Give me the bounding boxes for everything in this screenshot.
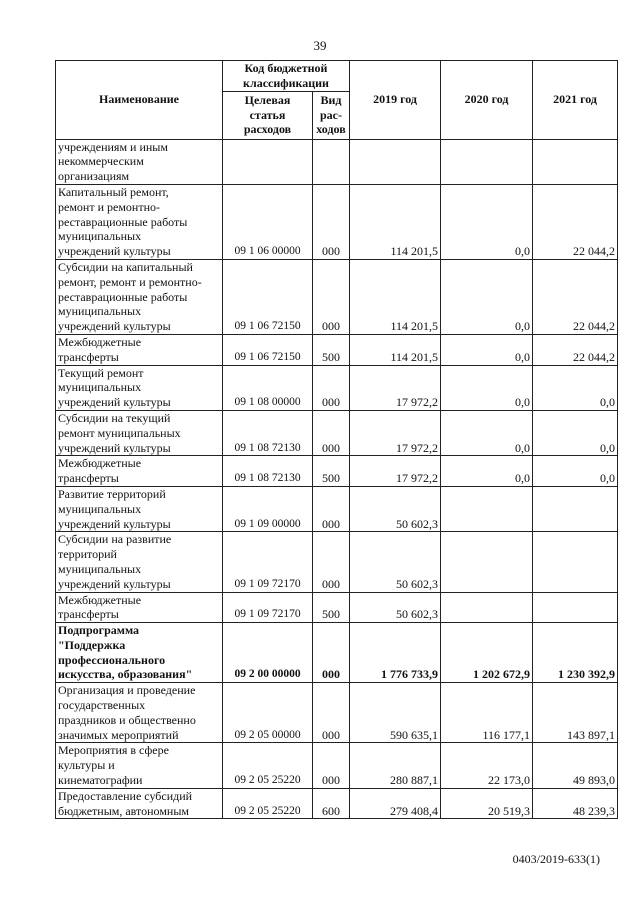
row-name-line: Межбюджетные [58,456,142,471]
row-name-line: праздников и общественно [58,712,196,727]
row-2019: 17 972,2 [350,365,441,410]
row-2019: 1 776 733,9 [350,623,441,683]
row-name-line: учреждений культуры [58,244,171,259]
row-name-line: муниципальных [58,501,142,516]
table-header [56,61,618,140]
row-2020: 22 173,0 [441,743,533,788]
row-2019: 50 602,3 [350,592,441,623]
row-code: 09 1 08 00000 [223,365,313,410]
row-name [56,365,223,410]
row-2020: 0,0 [441,456,533,487]
row-2019: 114 201,5 [350,334,441,365]
header-target-article: Целевая статья расходов [223,91,313,139]
header-expense-type: Вид рас- ходов [313,91,350,139]
header-code-line: Код бюджетной [244,61,328,75]
row-2019 [350,139,441,184]
row-expense-type: 500 [313,592,350,623]
header-2021: 2021 год [533,61,618,140]
row-code: 09 1 08 72130 [223,456,313,487]
row-2021 [533,486,618,531]
row-2020: 116 177,1 [441,683,533,743]
row-name-line: учреждений культуры [58,516,171,531]
row-expense-type: 000 [313,365,350,410]
row-name-line: учреждений культуры [58,576,171,591]
row-2020: 1 202 672,9 [441,623,533,683]
row-2020: 0,0 [441,184,533,259]
row-name-line: некоммерческим [58,154,144,169]
row-name-line: реставрационные работы [58,289,188,304]
header-name: Наименование [56,61,223,140]
row-2021: 22 044,2 [533,184,618,259]
table-row [56,184,618,259]
row-expense-type: 000 [313,743,350,788]
row-code: 09 1 09 72170 [223,532,313,592]
row-2021: 0,0 [533,456,618,487]
row-name-line: учреждений культуры [58,319,171,334]
row-name [56,334,223,365]
table-row [56,139,618,184]
row-expense-type: 500 [313,456,350,487]
row-name-line: Подпрограмма [58,623,140,638]
row-name-line: Субсидии на развитие [58,532,172,547]
row-2019: 114 201,5 [350,259,441,334]
header-code-group [223,61,350,92]
row-name-line: муниципальных [58,304,142,319]
row-name [56,456,223,487]
row-code: 09 2 05 25220 [223,743,313,788]
table-row [56,623,618,683]
row-name-line: кинематографии [58,773,143,788]
row-expense-type: 500 [313,334,350,365]
row-code: 09 1 09 00000 [223,486,313,531]
row-2019: 114 201,5 [350,184,441,259]
row-name-line: ремонт муниципальных [58,425,181,440]
row-name-line: Организация и проведение [58,683,196,698]
row-2019: 17 972,2 [350,456,441,487]
row-name-line: Капитальный ремонт, [58,184,169,199]
row-name [56,139,223,184]
row-name-line: Текущий ремонт [58,365,144,380]
row-name-line: государственных [58,698,146,713]
row-name [56,532,223,592]
row-expense-type: 000 [313,259,350,334]
row-name-line: трансферты [58,471,119,486]
row-2019: 590 635,1 [350,683,441,743]
table-row [56,410,618,455]
row-code: 09 1 06 00000 [223,184,313,259]
row-name-line: Предоставление субсидий [58,788,193,803]
row-2019: 17 972,2 [350,410,441,455]
row-2021: 49 893,0 [533,743,618,788]
table-row [56,532,618,592]
row-name-line: Межбюджетные [58,334,142,349]
row-expense-type: 000 [313,623,350,683]
row-name-line: "Поддержка [58,637,126,652]
row-name-line: профессионального [58,652,166,667]
row-2020: 0,0 [441,410,533,455]
row-name-line: реставрационные работы [58,214,188,229]
row-name [56,743,223,788]
row-2020: 0,0 [441,334,533,365]
row-2020 [441,592,533,623]
table-row [56,456,618,487]
page-number: 39 [313,38,327,53]
row-name-line: муниципальных [58,229,142,244]
row-name-line: организациям [58,169,130,184]
header-2019: 2019 год [350,61,441,140]
row-expense-type: 000 [313,410,350,455]
row-code: 09 1 09 72170 [223,592,313,623]
row-name [56,259,223,334]
row-name-line: учреждениям и иным [58,139,168,154]
row-name-line: территорий [58,547,117,562]
table-row [56,743,618,788]
row-2021: 22 044,2 [533,334,618,365]
row-code: 09 2 00 00000 [223,623,313,683]
row-code [223,139,313,184]
row-2021: 22 044,2 [533,259,618,334]
row-2021: 48 239,3 [533,788,618,819]
row-name-line: искусства, образования" [58,667,193,682]
row-name-line: Межбюджетные [58,592,142,607]
row-name [56,788,223,819]
row-name-line: учреждений культуры [58,395,171,410]
row-2020: 20 519,3 [441,788,533,819]
row-expense-type: 000 [313,184,350,259]
row-name-line: значимых мероприятий [58,727,179,742]
row-name-line: трансферты [58,349,119,364]
row-2021: 143 897,1 [533,683,618,743]
row-2021: 0,0 [533,365,618,410]
row-name-line: Мероприятия в сфере [58,743,169,758]
row-name-line: Развитие территорий [58,486,166,501]
table-body [56,139,618,819]
row-name-line: ремонт и ремонтно- [58,199,161,214]
budget-table [55,60,618,819]
table-row [56,334,618,365]
row-code: 09 1 06 72150 [223,334,313,365]
table-row [56,592,618,623]
header-code-line: классификации [243,75,329,90]
table-row [56,365,618,410]
row-code: 09 1 08 72130 [223,410,313,455]
row-name-line: бюджетным, автономным [58,803,189,818]
row-2021: 0,0 [533,410,618,455]
row-name-line: культуры и [58,758,115,773]
row-name-line: Субсидии на капитальный [58,259,193,274]
row-name [56,623,223,683]
document-code: 0403/2019-633(1) [512,852,600,866]
row-2020: 0,0 [441,365,533,410]
row-expense-type: 000 [313,532,350,592]
row-expense-type: 000 [313,486,350,531]
row-2021 [533,139,618,184]
row-name-line: Субсидии на текущий [58,410,171,425]
row-name [56,184,223,259]
row-name-line: муниципальных [58,380,142,395]
row-name [56,592,223,623]
row-2019: 280 887,1 [350,743,441,788]
row-expense-type: 600 [313,788,350,819]
row-2020 [441,139,533,184]
table-row [56,683,618,743]
row-name-line: ремонт, ремонт и ремонтно- [58,274,202,289]
row-name [56,683,223,743]
row-2019: 50 602,3 [350,532,441,592]
row-name-line: муниципальных [58,561,142,576]
row-2020 [441,532,533,592]
row-code: 09 2 05 00000 [223,683,313,743]
row-2021 [533,592,618,623]
table-row [56,788,618,819]
row-2020: 0,0 [441,259,533,334]
row-2019: 50 602,3 [350,486,441,531]
row-name [56,486,223,531]
row-expense-type: 000 [313,683,350,743]
header-2020: 2020 год [441,61,533,140]
row-expense-type [313,139,350,184]
row-code: 09 2 05 25220 [223,788,313,819]
row-2021 [533,532,618,592]
row-name-line: трансферты [58,607,119,622]
row-name [56,410,223,455]
row-2021: 1 230 392,9 [533,623,618,683]
row-code: 09 1 06 72150 [223,259,313,334]
row-2019: 279 408,4 [350,788,441,819]
table-row [56,259,618,334]
row-2020 [441,486,533,531]
row-name-line: учреждений культуры [58,440,171,455]
table-row [56,486,618,531]
